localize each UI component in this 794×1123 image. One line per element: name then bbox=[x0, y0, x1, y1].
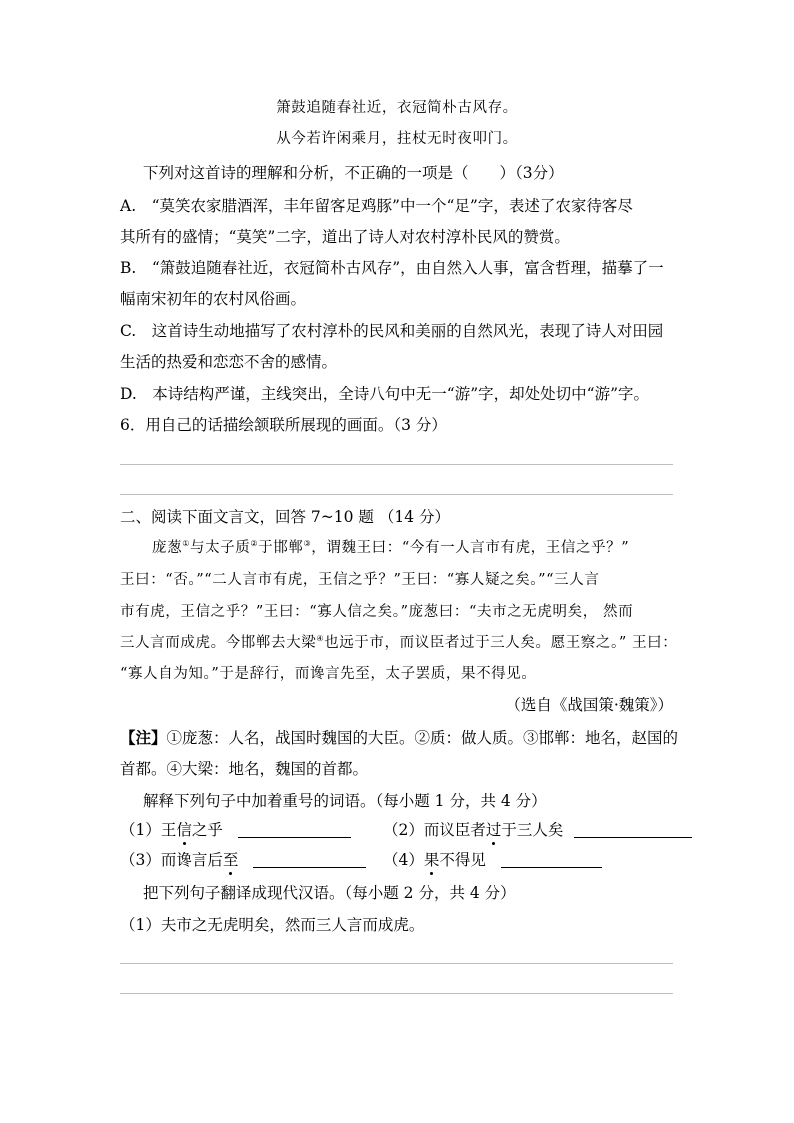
poem-line-1: 箫鼓追随春社近，衣冠简朴古风存。 bbox=[276, 100, 518, 116]
section-2-heading: 二、阅读下面文言文，回答 7~10 题 （14 分） bbox=[120, 508, 451, 526]
passage-line-4 bbox=[120, 632, 677, 654]
q7-item-2 bbox=[383, 819, 692, 841]
answer-blank[interactable] bbox=[253, 853, 366, 868]
question-5-stem: 下列对这首诗的理解和分析，不正确的一项是（ ）（3分） bbox=[143, 164, 564, 182]
passage-text: 于邯郸 bbox=[258, 540, 304, 556]
note-line-2: 首都。④大梁：地名，魏国的首都。 bbox=[120, 760, 369, 778]
emphasized-word: 果 bbox=[423, 851, 440, 869]
answer-blank[interactable] bbox=[574, 823, 692, 838]
answer-line bbox=[120, 963, 673, 964]
answer-line bbox=[120, 464, 673, 465]
passage-text: 也远于市，而议臣者过于三人矣。愿王察之。” 王曰： bbox=[324, 635, 678, 651]
item-text: 之乎 bbox=[191, 821, 223, 839]
note-line-1 bbox=[120, 727, 678, 749]
footnote-marker: ② bbox=[250, 539, 259, 548]
question-8-stem: 把下列句子翻译成现代汉语。（每小题 2 分，共 4 分） bbox=[143, 884, 516, 902]
note-label: 【注】 bbox=[120, 728, 167, 747]
passage-text: 庞葱 bbox=[152, 540, 183, 556]
passage-text: ，谓魏王曰：“今有一人言市有虎，王信之乎？” bbox=[311, 540, 630, 556]
passage-text: 三人言而成虎。今邯郸去大梁 bbox=[120, 635, 317, 651]
emphasized-word: 至 bbox=[222, 851, 239, 869]
question-6-stem: 6．用自己的话描绘颔联所展现的画面。（3 分） bbox=[120, 416, 447, 434]
option-c-line-1: C. 这首诗生动地描写了农村淳朴的民风和美丽的自然风光，表现了诗人对田园 bbox=[120, 322, 664, 340]
note-text: ①庞葱：人名，战国时魏国的大臣。②质：做人质。③邯郸：地名，赵国的 bbox=[166, 729, 679, 747]
footnote-marker: ④ bbox=[316, 634, 325, 643]
item-text: （2）而议臣者 bbox=[383, 821, 486, 839]
passage-line-3: 市有虎，王信之乎？”王曰：“寡人信之矣。”庞葱曰：“夫市之无虎明矣， 然而 bbox=[120, 604, 634, 620]
item-text: （4） bbox=[383, 851, 424, 869]
passage-line-2: 王曰：“否。”“二人言市有虎，王信之乎？”王曰：“寡人疑之矣。”“三人言 bbox=[120, 572, 600, 588]
answer-line bbox=[120, 494, 673, 495]
emphasized-word: 过 bbox=[485, 821, 502, 839]
poem-line-2: 从今若许闲乘月，拄杖无时夜叩门。 bbox=[276, 131, 518, 147]
item-text: （3）而谗言后 bbox=[120, 851, 223, 869]
option-d-line-1: D. 本诗结构严谨，主线突出，全诗八句中无一“游”字，却处处切中“游”字。 bbox=[120, 385, 650, 403]
q7-item-1 bbox=[120, 819, 351, 841]
passage-line-5: “寡人自为知。”于是辞行，而谗言先至，太子罢质，果不得见。 bbox=[120, 666, 537, 682]
q7-item-4 bbox=[383, 849, 602, 871]
option-b-line-1: B. “箫鼓追随春社近，衣冠简朴古风存”，由自然入人事，富含哲理，描摹了一 bbox=[120, 259, 664, 277]
answer-line bbox=[120, 993, 673, 994]
passage-line-1 bbox=[152, 537, 629, 559]
item-text: （1）王 bbox=[120, 821, 177, 839]
item-text: 不得见 bbox=[439, 851, 486, 869]
footnote-marker: ① bbox=[182, 539, 190, 548]
answer-blank[interactable] bbox=[238, 823, 351, 838]
option-b-line-2: 幅南宋初年的农村风俗画。 bbox=[120, 290, 307, 308]
option-a-line-2: 其所有的盛情；“莫笑”二字，道出了诗人对农村淳朴民风的赞赏。 bbox=[120, 228, 570, 246]
q8-item-1: （1）夫市之无虎明矣，然而三人言而成虎。 bbox=[120, 916, 425, 934]
question-7-stem: 解释下列句子中加着重号的词语。（每小题 1 分，共 4 分） bbox=[143, 792, 547, 810]
footnote-marker: ③ bbox=[303, 539, 312, 548]
passage-source: （选自《战国策·魏策》） bbox=[505, 696, 673, 714]
answer-blank[interactable] bbox=[501, 853, 602, 868]
option-a-line-1: A. “莫笑农家腊酒浑，丰年留客足鸡豚”中一个“足”字，表述了农家待客尽 bbox=[120, 197, 633, 215]
item-text: 于三人矣 bbox=[501, 821, 564, 839]
passage-text: 与太子质 bbox=[189, 540, 251, 556]
emphasized-word: 信 bbox=[176, 821, 192, 839]
option-c-line-2: 生活的热爱和恋恋不舍的感情。 bbox=[120, 353, 338, 371]
q7-item-3 bbox=[120, 849, 366, 871]
